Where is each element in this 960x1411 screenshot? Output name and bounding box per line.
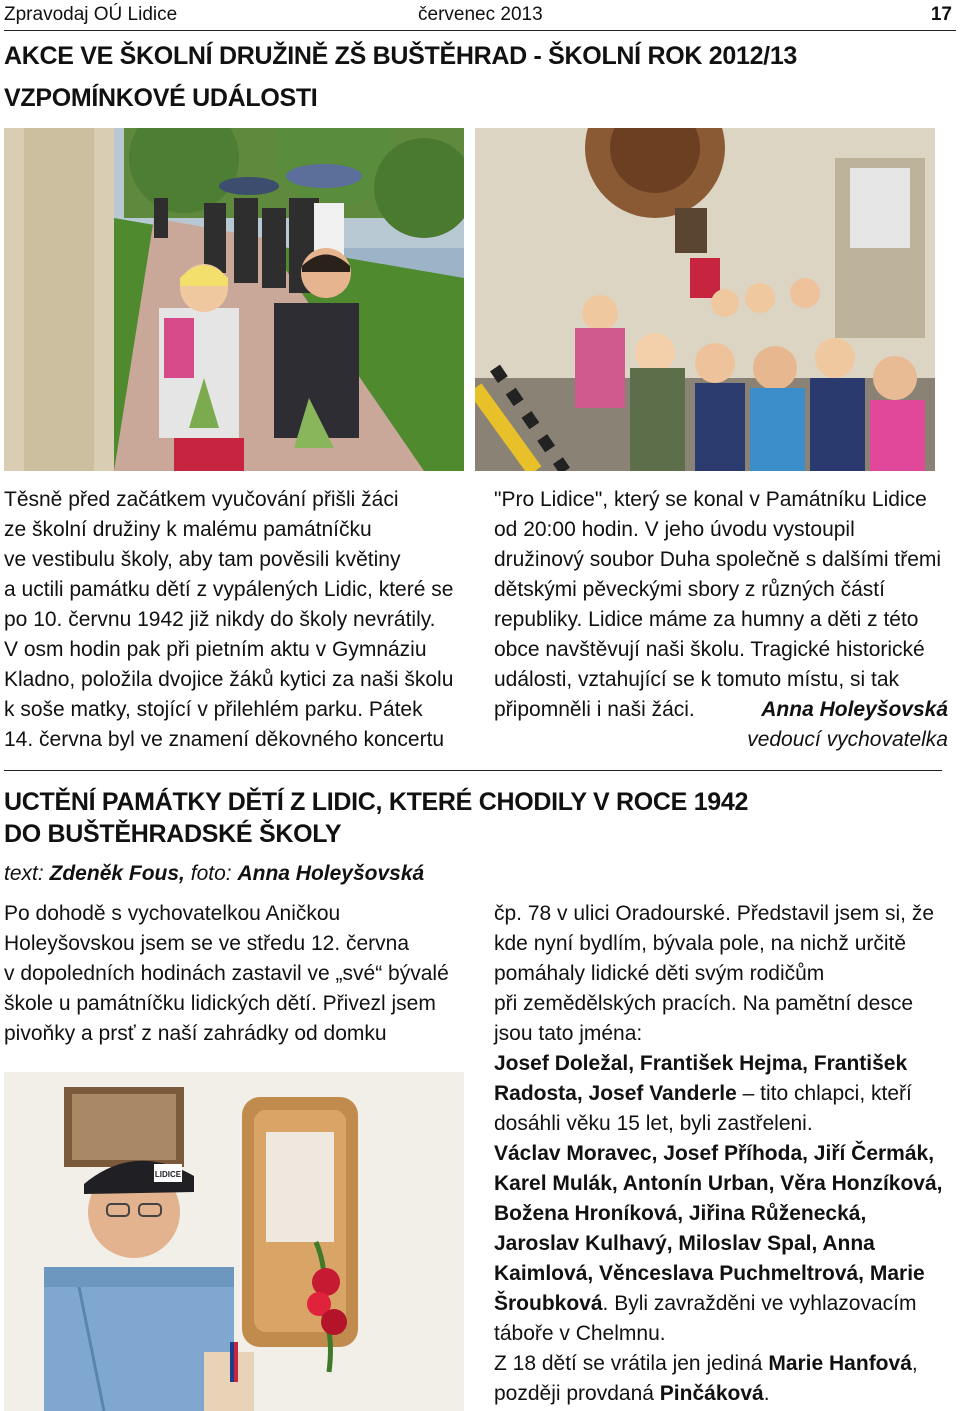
text-line: obce navštěvují naši školu. Tragické historické — [494, 638, 925, 661]
text-line: od 20:00 hodin. V jeho úvodu vystoupil — [494, 518, 855, 541]
married-end: . — [763, 1382, 770, 1405]
article1-author: Anna Holeyšovská — [761, 698, 948, 721]
text-line: dosáhli věku 15 let, byli zastřeleni. — [494, 1112, 813, 1135]
text-line: v dopoledních hodinách zastavil ve „své“ bývalé — [4, 962, 449, 985]
names-killed-line: Václav Moravec, Josef Příhoda, Jiří Čermák, — [494, 1142, 935, 1165]
text-line-with-author — [494, 695, 954, 725]
byline-text-label: text: — [4, 862, 44, 885]
killed-text: . Byli zavražděni ve vyhlazovacím — [602, 1292, 917, 1315]
article2-col1 — [4, 899, 474, 1049]
text-line: a uctili památku dětí z vypálených Lidic, které se — [4, 578, 454, 601]
issue-date: červenec 2013 — [418, 4, 543, 25]
text-line: Holeyšovskou jsem se ve středu 12. června — [4, 932, 410, 955]
byline-photo-label: foto: — [190, 862, 232, 885]
names-killed-last: Šroubková — [494, 1292, 603, 1315]
text-line: pivoňky a prsť z naší zahrádky od domku — [4, 1022, 387, 1045]
section-separator — [4, 770, 942, 771]
article1-author-role: vedoucí vychovatelka — [747, 728, 948, 751]
text-line: V osm hodin pak při pietním aktu v Gymnáziu — [4, 638, 427, 661]
text-line: táboře v Chelmnu. — [494, 1322, 666, 1345]
married-text: později provdaná — [494, 1382, 660, 1405]
married-name: Pinčáková — [659, 1382, 764, 1405]
text-line: po 10. červnu 1942 již nikdy do školy nevrátily. — [4, 608, 436, 631]
photo-children-park — [4, 128, 464, 471]
publication-name: Zpravodaj OÚ Lidice — [4, 4, 178, 25]
text-line: Těsně před začátkem vyučování přišli žáci — [4, 488, 399, 511]
cap-logo-text: LIDICE — [154, 1170, 182, 1179]
article2-title-line2: DO BUŠTĚHRADSKÉ ŠKOLY — [4, 820, 342, 848]
header-rule — [4, 30, 956, 31]
text-line: při zemědělských pracích. Na pamětní desce — [494, 992, 914, 1015]
names-shot-line1: Josef Doležal, František Hejma, František — [494, 1052, 908, 1075]
article2-col2 — [494, 899, 954, 1409]
article1-subtitle: VZPOMÍNKOVÉ UDÁLOSTI — [4, 84, 318, 112]
article1-title: AKCE VE ŠKOLNÍ DRUŽINĚ ZŠ BUŠTĚHRAD - ŠKOLNÍ ROK 2012/13 — [4, 42, 798, 70]
text-line: dětskými pěveckými sbory z různých částí — [494, 578, 885, 601]
text-line: Po dohodě s vychovatelkou Aničkou — [4, 902, 341, 925]
names-killed-line: Kaimlová, Věnceslava Puchmeltrová, Marie — [494, 1262, 925, 1285]
article1-col1 — [4, 485, 474, 755]
text-line: ve vestibulu školy, aby tam pověsili květiny — [4, 548, 401, 571]
text-line: čp. 78 v ulici Oradourské. Představil jsem si, že — [494, 902, 934, 925]
survivor-text: Z 18 dětí se vrátila jen jediná — [494, 1352, 769, 1375]
text-line: "Pro Lidice", který se konal v Památníku Lidice — [494, 488, 927, 511]
text-line: Kladno, položila dvojice žáků kytici za naši školu — [4, 668, 454, 691]
article2-title: UCTĚNÍ PAMÁTKY DĚTÍ Z LIDIC, KTERÉ CHODILY V ROCE 1942 — [4, 788, 749, 816]
survivor-name: Marie Hanfová — [768, 1352, 912, 1375]
names-shot-line2: Radosta, Josef Vanderle — [494, 1082, 737, 1105]
photo-children-vestibule — [475, 128, 935, 471]
article2-byline — [4, 862, 424, 886]
names-killed-line: Jaroslav Kulhavý, Miloslav Spal, Anna — [494, 1232, 875, 1255]
names-killed-line: Božena Hroníková, Jiřina Růženecká, — [494, 1202, 867, 1225]
article1-col2 — [494, 485, 954, 755]
text-line: kde nyní bydlím, bývala pole, na nichž určitě — [494, 932, 907, 955]
text-line: události, vztahující se k tomuto místu, si tak — [494, 668, 899, 691]
names-killed-line: Karel Mulák, Antonín Urban, Věra Honzíková, — [494, 1172, 943, 1195]
byline-text-author: Zdeněk Fous, — [49, 862, 185, 885]
text-line: k soše matky, stojící v přilehlém parku. Pátek — [4, 698, 423, 721]
text-line: škole u památníčku lidických dětí. Přivezl jsem — [4, 992, 436, 1015]
text-line: 14. června byl ve znamení děkovného koncertu — [4, 728, 445, 751]
photo-man-memorial — [4, 1072, 464, 1411]
text-line: družinový soubor Duha společně s dalšími třemi — [494, 548, 942, 571]
text-line: ze školní družiny k malému památníčku — [4, 518, 372, 541]
page-number: 17 — [930, 4, 952, 25]
text-line: jsou tato jména: — [494, 1022, 643, 1045]
byline-photo-author: Anna Holeyšovská — [237, 862, 425, 885]
text-line: republiky. Lidice máme za humny a děti z této — [494, 608, 919, 631]
text-line: připomněli i naši žáci. — [494, 698, 695, 721]
survivor-text2: , — [911, 1352, 918, 1375]
text-line: pomáhaly lidické děti svým rodičům — [494, 962, 825, 985]
shot-text: – tito chlapci, kteří — [736, 1082, 912, 1105]
